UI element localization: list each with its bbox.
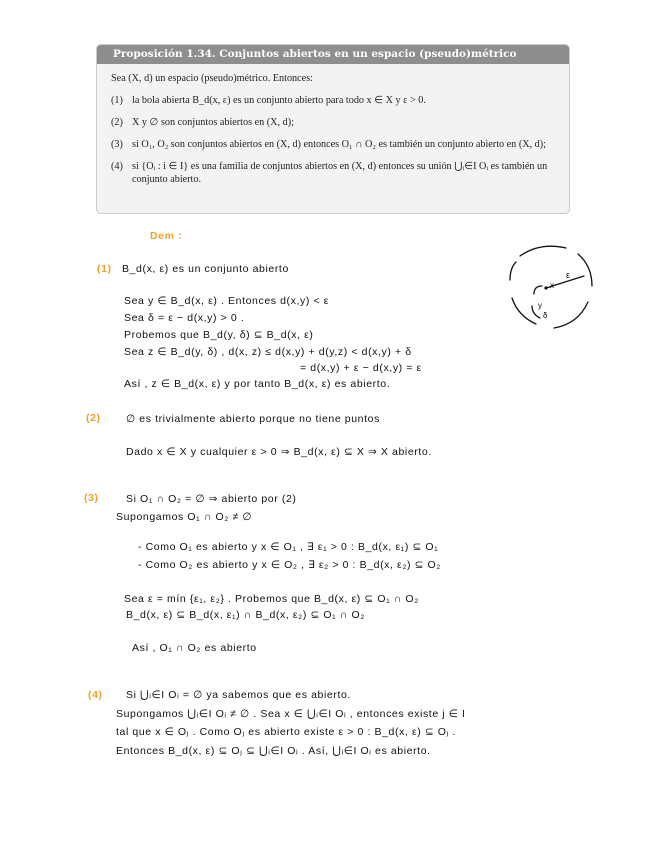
diagram-label-epsilon: ε — [566, 270, 571, 280]
ball-arc — [510, 262, 516, 280]
proof-part-label: (3) — [84, 492, 99, 504]
proof-part-label: (4) — [88, 689, 103, 701]
proof-line: Sea z ∈ B_d(y, δ) , d(x, z) ≤ d(x,y) + d(y,z) < d(x,y) + δ — [124, 346, 412, 358]
proof-line: Así , O₁ ∩ O₂ es abierto — [132, 642, 257, 654]
proof-line: tal que x ∈ Oⱼ . Como Oⱼ es abierto existe ε > 0 : B_d(x, ε) ⊆ Oⱼ . — [116, 726, 456, 738]
proof-line: Entonces B_d(x, ε) ⊆ Oⱼ ⊆ ⋃ᵢ∈I Oᵢ . Así, ⋃ᵢ∈I Oᵢ es abierto. — [116, 745, 431, 757]
diagram-label-delta: δ — [543, 311, 548, 320]
proof-line: Si ⋃ᵢ∈I Oᵢ = ∅ ya sabemos que es abierto. — [126, 689, 351, 701]
proof-line: Sea δ = ε − d(x,y) > 0 . — [124, 312, 245, 324]
diagram-label-x: x — [550, 281, 554, 290]
proposition-title: Proposición 1.34. Conjuntos abiertos en un espacio (pseudo)métrico — [97, 45, 569, 64]
proposition-intro: Sea (X, d) un espacio (pseudo)métrico. Entonces: — [111, 73, 313, 84]
proposition-box — [96, 44, 570, 214]
proposition-item: (3) si O₁, O₂ son conjuntos abiertos en (X, d) entonces O₁ ∩ O₂ es también un conjunto abierto en (X, d); — [111, 139, 546, 150]
ball-arc — [578, 254, 592, 286]
proof-line: - Como O₂ es abierto y x ∈ O₂ , ∃ ε₂ > 0 : B_d(x, ε₂) ⊆ O₂ — [138, 559, 441, 571]
proposition-item: (2) X y ∅ son conjuntos abiertos en (X, d); — [111, 117, 294, 128]
proof-line: = d(x,y) + ε − d(x,y) = ε — [300, 362, 422, 374]
center-point — [544, 286, 547, 289]
proof-part-label: (2) — [86, 412, 101, 424]
proof-line: B_d(x, ε) ⊆ B_d(x, ε₁) ∩ B_d(x, ε₂) ⊆ O₁ ∩ O₂ — [126, 609, 365, 621]
proof-line: Sea y ∈ B_d(x, ε) . Entonces d(x,y) < ε — [124, 295, 330, 307]
proof-line: Así , z ∈ B_d(x, ε) y por tanto B_d(x, ε) es abierto. — [124, 378, 391, 390]
proof-part1-claim: B_d(x, ε) es un conjunto abierto — [122, 263, 289, 275]
proposition-item: (4) si {Oᵢ : i ∈ I} es una familia de conjuntos abiertos en (X, d) entonces su unión ⋃ᵢ∈I Oᵢ es también un conjunto abierto. — [111, 161, 548, 185]
proof-part-label: (1) — [97, 263, 112, 275]
open-ball-diagram — [500, 236, 610, 336]
proof-line: ∅ es trivialmente abierto porque no tiene puntos — [126, 413, 380, 425]
proof-heading: Dem : — [150, 230, 183, 242]
proof-line: Dado x ∈ X y cualquier ε > 0 ⇒ B_d(x, ε) ⊆ X ⇒ X abierto. — [126, 446, 432, 458]
proof-line: Sea ε = mín {ε₁, ε₂} . Probemos que B_d(x, ε) ⊆ O₁ ∩ O₂ — [124, 593, 419, 605]
proposition-item: (1) la bola abierta B_d(x, ε) es un conjunto abierto para todo x ∈ X y ε > 0. — [111, 95, 426, 106]
proof-line: Supongamos ⋃ᵢ∈I Oᵢ ≠ ∅ . Sea x ∈ ⋃ᵢ∈I Oᵢ , entonces existe j ∈ I — [116, 708, 466, 720]
ball-arc — [520, 246, 566, 256]
ball-arc — [554, 302, 588, 328]
diagram-label-y: y — [538, 301, 542, 310]
proof-line: Si O₁ ∩ O₂ = ∅ ⇒ abierto por (2) — [126, 493, 297, 505]
proof-line: Probemos que B_d(y, δ) ⊆ B_d(x, ε) — [124, 329, 314, 341]
small-ball-arc — [534, 286, 542, 294]
proposition-body — [97, 64, 569, 186]
proof-line: Supongamos O₁ ∩ O₂ ≠ ∅ — [116, 511, 253, 523]
proof-line: - Como O₁ es abierto y x ∈ O₁ , ∃ ε₁ > 0 : B_d(x, ε₁) ⊆ O₁ — [138, 541, 439, 553]
